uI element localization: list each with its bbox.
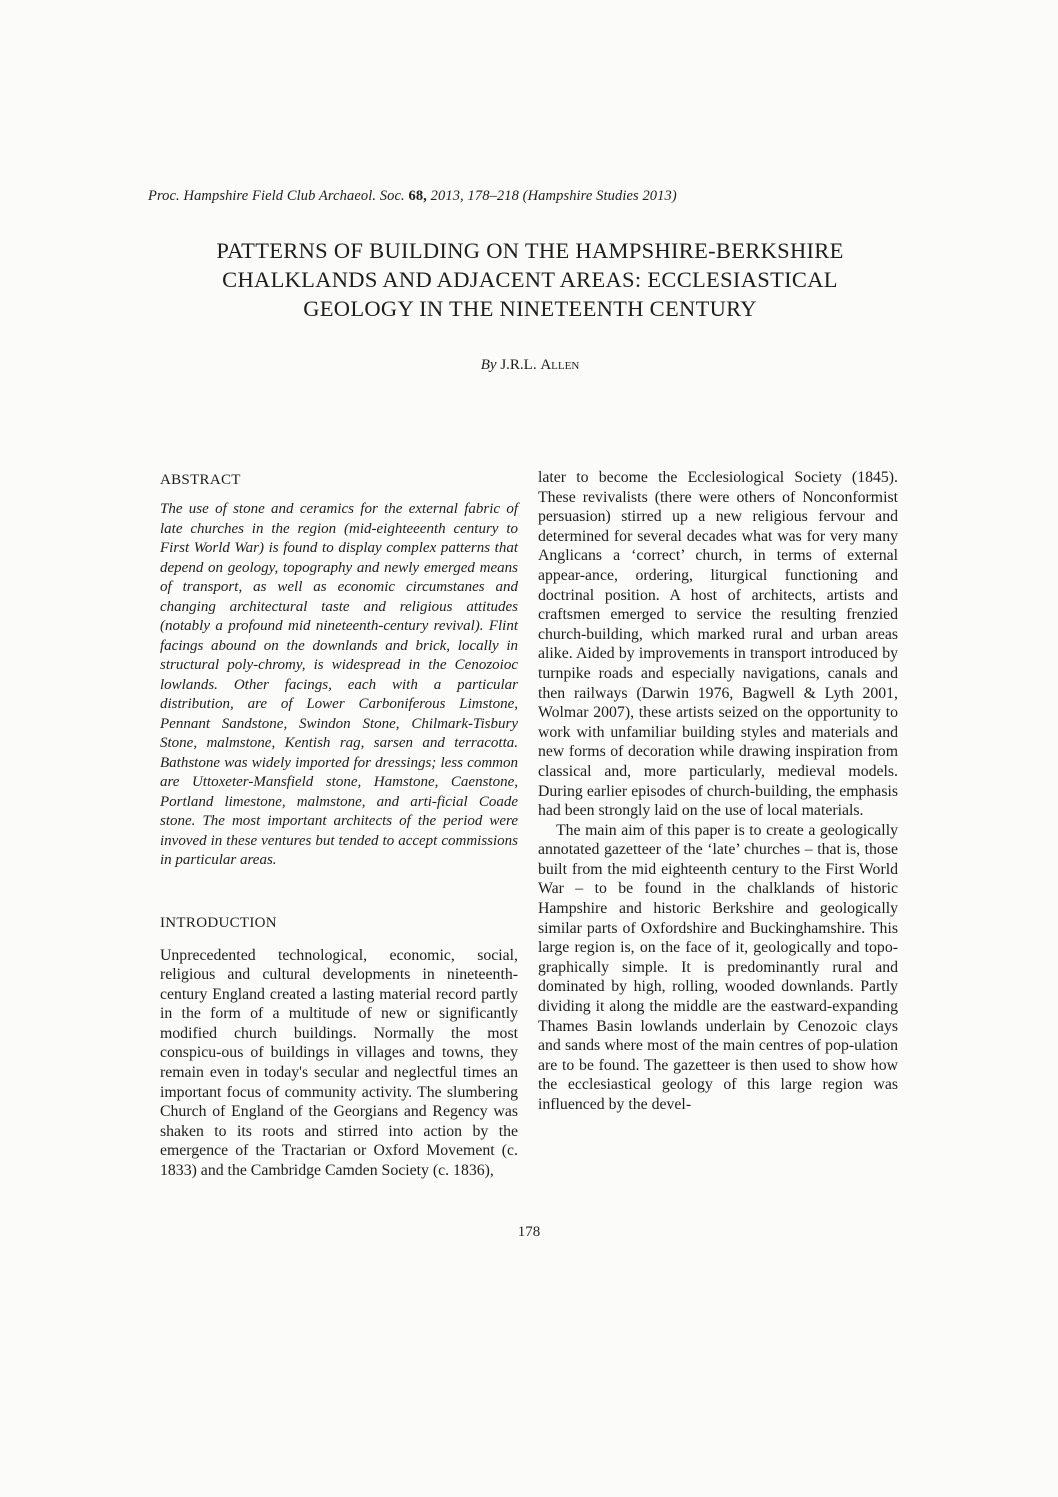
page-number: 178 [517,1224,541,1240]
abstract-text: The use of stone and ceramics for the external fabric of late churches in the region (mid-eighteeenth century to First World War) is found to display complex patterns that depend on geology, topography and newly emerged means of transport, as well as economic circumstanes and changing architectural taste and religious attitudes (notably a profound mid nineteenth-century revival). Flint facings abound on the downlands and brick, locally in structural poly-chromy, is widespread in the Cenozoioc lowlands. Other facings, each with a particular distribution, are of Lower Carboniferous Limstone, Pennant Sandstone, Swindon Stone, Chilmark-Tisbury Stone, malmstone, Kentish rag, sarsen and terracotta. Bathstone was widely imported for dressings; less common are Uttoxeter-Mansfield stone, Hamstone, Caenstone, Portland limestone, malmstone, and arti-ficial Coade stone. The most important architects of the period were invoved in these ventures but tended to accept commissions in particular areas. [160,501,518,868]
title-line-1: PATTERNS OF BUILDING ON THE HAMPSHIRE-BERKSHIRE [216,238,844,263]
introduction-heading: INTRODUCTION [160,914,277,931]
abstract-heading: ABSTRACT [160,472,241,488]
author-byline [120,357,940,374]
body-paragraph-2: The main aim of this paper is to create a geologically annotated gazetteer of the ‘late’ churches – that is, those built from the mid eighteenth century to the First World War – to be found in the chalklands of historic Hampshire and historic Berkshire and geologically similar parts of Oxfordshire and Buckinghamshire. This large region is, on the face of it, geologically and topo-graphically simple. It is predominantly rural and dominated by high, rolling, wooded downlands. Partly dividing it along the middle are the eastward-expanding Thames Basin lowlands underlain by Cenozoic clays and sands where most of the main centres of pop-ulation are to be found. The gazetteer is then used to show how the ecclesiastical geology of this large region was influenced by the devel- [538,821,898,1113]
running-head-pages: 2013, 178–218 (Hampshire Studies 2013) [430,188,677,204]
running-head-volume: 68, [408,188,427,204]
right-column [538,468,898,1115]
running-head [148,188,908,205]
author-initials: J.R.L. [500,357,537,373]
byline-by: By [480,357,497,373]
body-paragraph-1: later to become the Ecclesiological Society (1845). These revivalists (there were others of Nonconformist persuasion) stirred up a new religious fervour and determined for several decades what was for very many Anglicans a ‘correct’ church, in terms of external appear-ance, ordering, liturgical functioning and doctrinal position. A host of architects, artists and craftsmen emerged to service the resulting frenzied church-building, which marked rural and urban areas alike. Aided by improvements in transport introduced by turnpike roads and especially navigations, canals and then railways (Darwin 1976, Bagwell & Lyth 2001, Wolmar 2007), these artists seized on the opportunity to work with unfamiliar building styles and materials and new forms of decoration while drawing inspiration from classical and, more particularly, medieval models. During earlier episodes of church-building, the emphasis had been strongly laid on the use of local materials. [538,469,898,820]
author-surname: Allen [540,357,580,373]
introduction-paragraph: Unprecedented technological, economic, social, religious and cultural developments in nineteenth-century England created a lasting material record partly in the form of a multitude of new or significantly modified church buildings. Normally the most conspicu-ous of buildings in villages and towns, they remain even in today's secular and neglectful times an important focus of community activity. The slumbering Church of England of the Georgians and Regency was shaken to its roots and stirred into action by the emergence of the Tractarian or Oxford Movement (c. 1833) and the Cambridge Camden Society (c. 1836), [160,946,518,1180]
left-column [160,472,518,1181]
running-head-journal: Proc. Hampshire Field Club Archaeol. Soc. [148,188,405,204]
title-line-3: GEOLOGY IN THE NINETEENTH CENTURY [303,296,757,321]
title-line-2: CHALKLANDS AND ADJACENT AREAS: ECCLESIASTICAL [222,267,838,292]
article-title [120,236,940,323]
